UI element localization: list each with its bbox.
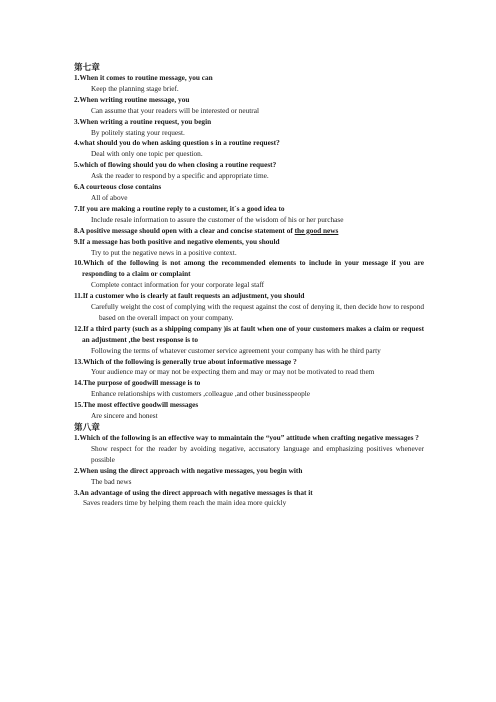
question-8-1: 1.Which of the following is an effective way to mmaintain the “you” attitude when crafting negative messages ? — [74, 433, 419, 442]
question-7-2: 2.When writing routine message, you — [74, 94, 190, 104]
answer-7-2: Can assume that your readers will be interested or neutral — [91, 105, 259, 115]
question-8-3: 3.An advantage of using the direct approach with negative messages is that it — [74, 487, 313, 497]
answer-7-7: Include resale information to assure the customer of the wisdom of his or her purchase — [91, 214, 344, 224]
answer-7-12: Following the terms of whatever customer service agreement your company has with he third party — [91, 345, 381, 355]
question-7-13: 13.Which of the following is generally true about informative message ? — [74, 356, 297, 366]
question-7-8 — [74, 226, 424, 237]
answer-8-1: Show respect for the reader by avoiding negative, accusatory language and emphasizing positives whenever possible — [91, 443, 424, 464]
question-7-5: 5.which of flowing should you do when closing a routine request? — [74, 160, 277, 170]
question-7-9: 9.If a message has both positive and negative elements, you should — [74, 236, 280, 246]
answer-7-14: Enhance relationships with customers ,colleague ,and other businesspeople — [91, 389, 311, 399]
answer-7-15: Are sincere and honest — [91, 411, 158, 421]
question-7-10: 10.Which of the following is not among the recommended elements to include in your message if you are responding to a claim or complaint — [74, 258, 424, 279]
chapter-8-heading: 第八章 — [74, 422, 100, 432]
question-7-1: 1.When it comes to routine message, you can — [74, 73, 213, 82]
answer-7-11: Carefully weight the cost of complying with the request against the cost of denying it, then decide how to respond based on the overall impact on your company. — [91, 302, 424, 322]
question-8-2: 2.When using the direct approach with negative messages, you begin with — [74, 465, 303, 475]
question-7-15: 15.The most effective goodwill messages — [74, 400, 199, 410]
document-page — [74, 62, 424, 509]
answer-7-1: Keep the planning stage brief. — [91, 83, 179, 93]
question-7-8-underlined-answer: the good news — [294, 225, 339, 235]
question-7-11: 11.If a customer who is clearly at fault requests an adjustment, you should — [74, 291, 305, 301]
answer-7-6: All of above — [91, 192, 128, 202]
question-7-4: 4.what should you do when asking question s in a routine request? — [74, 138, 280, 148]
answer-7-4: Deal with only one topic per question. — [91, 149, 203, 159]
question-7-7: 7.If you are making a routine reply to a customer, it`s a good idea to — [74, 203, 285, 213]
answer-7-13: Your audience may or may not be expecting them and may or may not be motivated to read them — [91, 367, 375, 377]
answer-8-2: The bad news — [91, 476, 132, 486]
question-7-8-text: 8.A positive message should open with a clear and concise statement of — [74, 225, 295, 235]
question-7-3: 3.When writing a routine request, you begin — [74, 116, 212, 126]
question-7-12: 12.If a third party (such as a shipping company )is at fault when one of your customers makes a claim or request an adjustment ,the best response is to — [74, 323, 424, 344]
answer-7-3: By politely stating your request. — [91, 127, 185, 137]
question-7-14: 14.The purpose of goodwill message is to — [74, 378, 201, 388]
answer-7-9: Try to put the negative news in a positive context. — [91, 247, 237, 257]
chapter-7-heading: 第七章 — [74, 62, 100, 72]
answer-7-5: Ask the reader to respond by a specific and appropriate time. — [91, 171, 269, 181]
answer-7-10: Complete contact information for your corporate legal staff — [91, 280, 265, 290]
question-7-6: 6.A courteous close contains — [74, 182, 162, 192]
answer-8-3: Saves readers time by helping them reach the main idea more quickly — [83, 498, 287, 508]
